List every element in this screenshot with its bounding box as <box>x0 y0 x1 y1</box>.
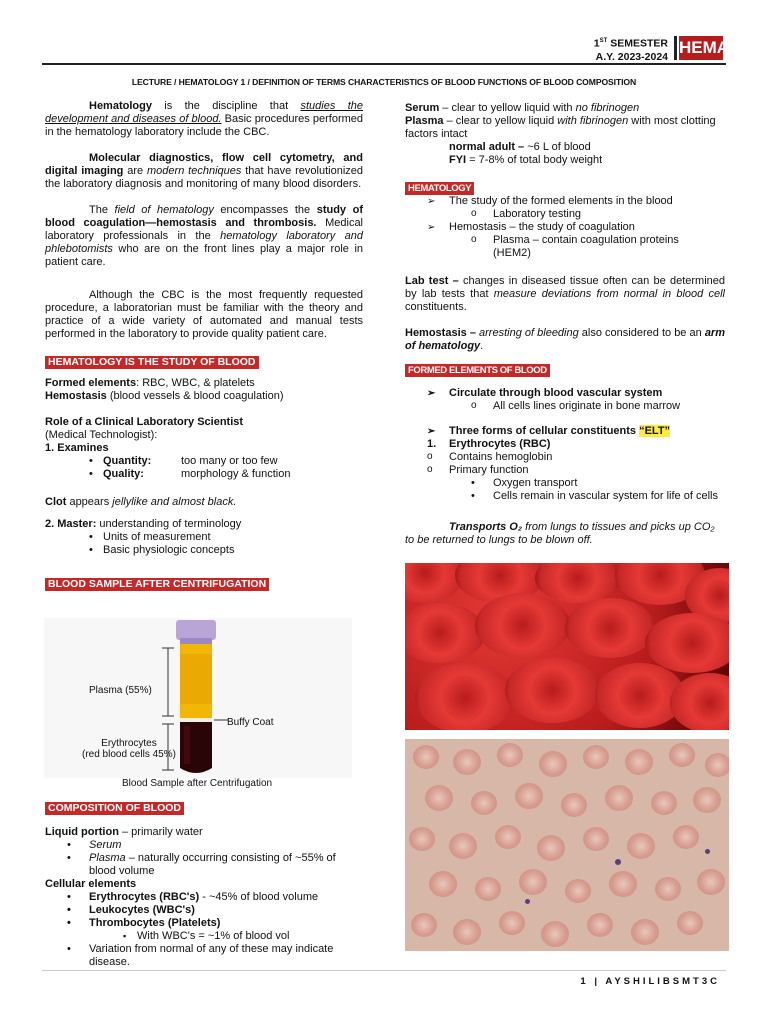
right-column <box>405 102 725 547</box>
hema-subitem: o Plasma – contain coagulation proteins (HEM2) <box>471 234 713 260</box>
plasma-def: Plasma – clear to yellow liquid with fibrinogen with most clotting factors intact <box>405 115 716 140</box>
buffy-coat-label: Buffy Coat <box>227 717 274 728</box>
section-formed-elements: FORMED ELEMENTS OF BLOOD <box>405 364 550 377</box>
serum-def: Serum – clear to yellow liquid with no fibrinogen <box>405 102 640 114</box>
para-field: The field of hematology encompasses the study of blood coagulation—hemostasis and thrombosis. Medical laboratory professionals in the hematology laboratory and phlebotomists who are on the front lines play a major role in patient care. <box>45 204 364 268</box>
master-item: • Units of measurement <box>89 531 363 544</box>
contains-item: o Contains hemoglobin <box>427 451 725 464</box>
master-heading: 2. Master: understanding of terminology <box>45 518 242 530</box>
quality-item: • Quality: morphology & function <box>89 468 363 481</box>
para-modern-techniques: Molecular diagnostics, flow cell cytometry, and digital imaging are modern techniques that have revolutionized the laboratory diagnosis and monitoring of many blood disorders. <box>45 152 363 190</box>
page-number: 1 <box>580 976 589 987</box>
centrifuge-figure <box>44 618 352 789</box>
hema-item: ➢ The study of the formed elements in the blood <box>427 195 725 208</box>
hemostasis-def-right: Hemostasis – arresting of bleeding also considered to be an arm of hematology. <box>405 327 725 352</box>
lecture-title: LECTURE / HEMATOLOGY 1 / DEFINITION OF TERMS CHARACTERISTICS OF BLOOD FUNCTIONS OF BLOOD COMPOSITION <box>131 77 637 87</box>
composition-section <box>45 802 363 969</box>
semester-info: 1ST SEMESTER A.Y. 2023-2024 <box>593 37 668 63</box>
rbc-3d-image <box>405 563 729 730</box>
elt-highlight: “ELT” <box>639 425 671 437</box>
normal-adult: normal adult – ~6 L of blood <box>449 141 591 153</box>
header-divider <box>674 36 677 60</box>
function-item: • Cells remain in vascular system for life of cells <box>471 490 725 503</box>
leukocytes-item: • Leukocytes (WBC's) <box>67 904 363 917</box>
wbc-subitem: ▪ With WBC's = ~1% of blood vol <box>123 930 363 943</box>
blood-smear-image <box>405 739 729 951</box>
erythrocytes-heading: 1. Erythrocytes (RBC) <box>427 438 551 450</box>
section-composition: COMPOSITION OF BLOOD <box>45 802 184 815</box>
academic-year: A.Y. 2023-2024 <box>595 50 668 63</box>
three-forms-item: ➢ Three forms of cellular constituents “ELT” <box>427 425 725 438</box>
circulate-subitem: o All cells lines originate in bone marrow <box>471 400 725 413</box>
circulate-item: ➢ Circulate through blood vascular system <box>427 387 725 400</box>
section-centrifugation: BLOOD SAMPLE AFTER CENTRIFUGATION <box>45 578 269 591</box>
footer: 1 | AYSHILIBSMT3C <box>580 976 720 987</box>
left-column <box>45 100 363 591</box>
formed-elements: Formed elements: RBC, WBC, & platelets <box>45 377 255 389</box>
footer-rule <box>42 970 726 971</box>
transport-note: Transports O₂ from lungs to tissues and picks up CO₂ to be returned to lungs to be blown off. <box>405 521 715 546</box>
role-subtitle: (Medical Technologist): <box>45 429 158 441</box>
cellular-heading: Cellular elements <box>45 878 137 890</box>
hema-subitem: o Laboratory testing <box>471 208 725 221</box>
para-hematology: Hematology is the discipline that studies the development and diseases of blood. Basic procedures performed in the hematology laboratory include the CBC. <box>45 100 364 138</box>
section-hematology: HEMATOLOGY <box>405 182 474 195</box>
hema-item: ➢ Hemostasis – the study of coagulation <box>427 221 725 234</box>
erythrocytes-label: Erythrocytes (red blood cells 45%) <box>82 738 176 760</box>
primary-function-item: o Primary function <box>427 464 725 477</box>
author-tag: AYSHILIBSMT3C <box>605 976 720 987</box>
figure-caption: Blood Sample after Centrifugation <box>122 778 273 789</box>
clot-def: Clot appears jellylike and almost black. <box>45 496 237 508</box>
serum-item: • Serum <box>67 839 363 852</box>
plasma-item: • Plasma – naturally occurring consisting of ~55% of blood volume <box>67 852 363 878</box>
erythrocytes-item: • Erythrocytes (RBC's) - ~45% of blood volume <box>67 891 363 904</box>
liquid-portion: Liquid portion – primarily water <box>45 826 203 838</box>
master-item: • Basic physiologic concepts <box>89 544 363 557</box>
role-title: Role of a Clinical Laboratory Scientist <box>45 416 244 428</box>
quantity-item: • Quantity: too many or too few <box>89 455 363 468</box>
para-cbc: Although the CBC is the most frequently requested procedure, a laboratorian must be familiar with the theory and practice of a wide variety of automated and manual tests performed in the laboratory to provide quality patient care. <box>45 289 363 340</box>
hema-logo: HEMA <box>679 36 723 60</box>
thrombocytes-item: • Thrombocytes (Platelets) <box>67 917 363 930</box>
fyi-note: FYI = 7-8% of total body weight <box>449 154 603 166</box>
variation-item: • Variation from normal of any of these may indicate disease. <box>67 943 363 969</box>
hemostasis-def: Hemostasis (blood vessels & blood coagulation) <box>45 390 284 402</box>
header-rule <box>42 63 726 65</box>
section-study-of-blood: HEMATOLOGY IS THE STUDY OF BLOOD <box>45 356 259 369</box>
plasma-label: Plasma (55%) <box>89 685 152 696</box>
function-item: • Oxygen transport <box>471 477 725 490</box>
lab-test-def: Lab test – changes in diseased tissue often can be determined by lab tests that measure deviations from normal in blood cell constituents. <box>405 275 725 313</box>
examines-heading: 1. Examines <box>45 442 109 454</box>
